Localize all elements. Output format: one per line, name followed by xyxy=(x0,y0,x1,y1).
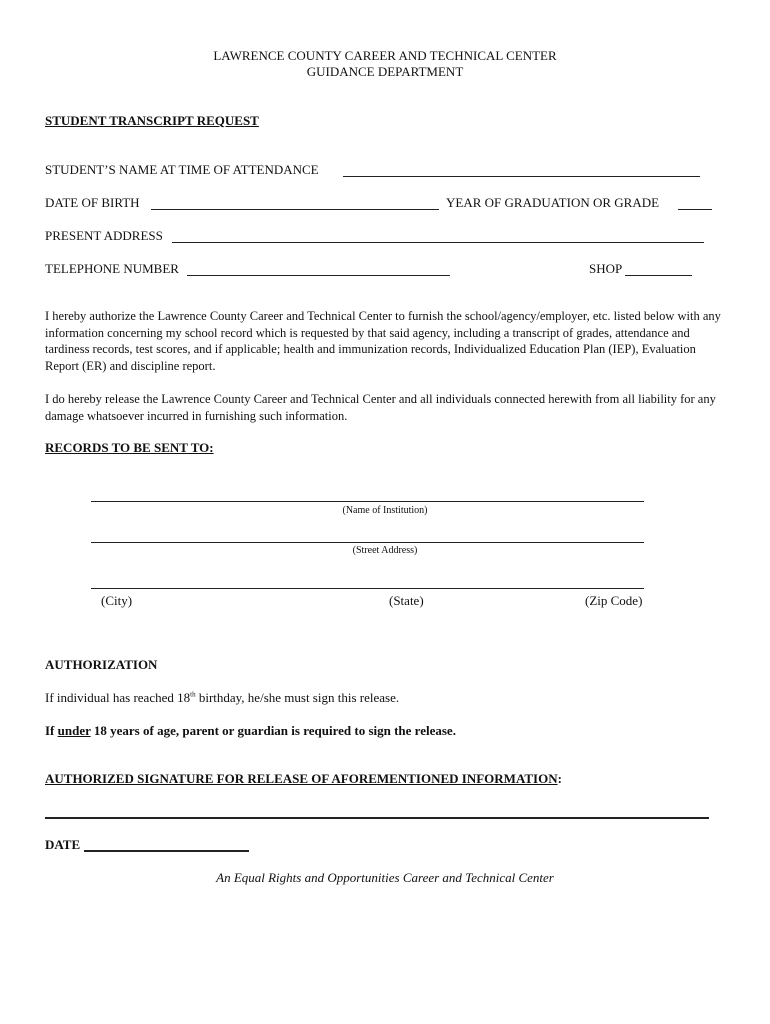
date-field[interactable] xyxy=(84,850,249,852)
institution-line[interactable] xyxy=(91,501,644,502)
institution-caption: (Name of Institution) xyxy=(342,505,428,516)
signature-line[interactable] xyxy=(45,817,709,819)
guardian-note-under: under xyxy=(57,723,91,738)
authorization-heading: AUTHORIZATION xyxy=(45,657,158,672)
graduation-field[interactable] xyxy=(678,209,712,210)
student-name-label: STUDENT’S NAME AT TIME OF ATTENDANCE xyxy=(45,162,319,177)
age-note-part-2: birthday, he/she must sign this release. xyxy=(195,690,400,705)
dob-label: DATE OF BIRTH xyxy=(45,195,140,210)
telephone-label: TELEPHONE NUMBER xyxy=(45,261,179,276)
guardian-note-part-1: If xyxy=(45,723,58,738)
footer-statement: An Equal Rights and Opportunities Career and Technical Center xyxy=(216,870,554,885)
street-caption: (Street Address) xyxy=(352,545,418,556)
telephone-field[interactable] xyxy=(187,275,450,276)
graduation-label: YEAR OF GRADUATION OR GRADE xyxy=(446,195,660,210)
state-caption: (State) xyxy=(389,593,424,608)
age-note-sup: th xyxy=(190,690,196,699)
signature-heading-colon: : xyxy=(557,771,562,786)
city-caption: (City) xyxy=(101,593,133,608)
guardian-note-part-2: 18 years of age, parent or guardian is required to sign the release. xyxy=(90,723,456,738)
signature-heading xyxy=(45,771,562,787)
dob-field[interactable] xyxy=(151,209,439,210)
authorization-paragraph: I hereby authorize the Lawrence County Career and Technical Center to furnish the school/agency/employer, etc. listed below with any information concerning my school record which is requested by that said agency, including a transcript of grades, attendance and tardiness records, test scores, and if applicable; health and immunization records, Individualized Education Plan (IEP), Evaluation Report (ER) and discipline report. xyxy=(45,309,721,374)
guardian-note xyxy=(45,723,456,739)
authorization-age-note xyxy=(45,690,399,706)
header-line-1: LAWRENCE COUNTY CAREER AND TECHNICAL CENTER xyxy=(213,48,557,63)
address-label: PRESENT ADDRESS xyxy=(45,228,163,243)
release-paragraph: I do hereby release the Lawrence County Career and Technical Center and all individuals connected herewith from all liability for any damage whatsoever incurred in furnishing such information. xyxy=(45,392,716,423)
header-line-2: GUIDANCE DEPARTMENT xyxy=(306,64,464,79)
shop-label: SHOP xyxy=(589,261,623,276)
form-title: STUDENT TRANSCRIPT REQUEST xyxy=(45,113,259,128)
age-note-part-1: If individual has reached 18 xyxy=(45,690,191,705)
records-heading: RECORDS TO BE SENT TO: xyxy=(45,440,214,455)
street-line[interactable] xyxy=(91,542,644,543)
signature-heading-text: AUTHORIZED SIGNATURE FOR RELEASE OF AFOREMENTIONED INFORMATION xyxy=(45,771,558,786)
shop-field[interactable] xyxy=(625,275,692,276)
city-state-zip-line[interactable] xyxy=(91,588,644,589)
date-label: DATE xyxy=(45,837,81,852)
student-name-field[interactable] xyxy=(343,176,700,177)
address-field[interactable] xyxy=(172,242,704,243)
zip-caption: (Zip Code) xyxy=(585,593,643,608)
